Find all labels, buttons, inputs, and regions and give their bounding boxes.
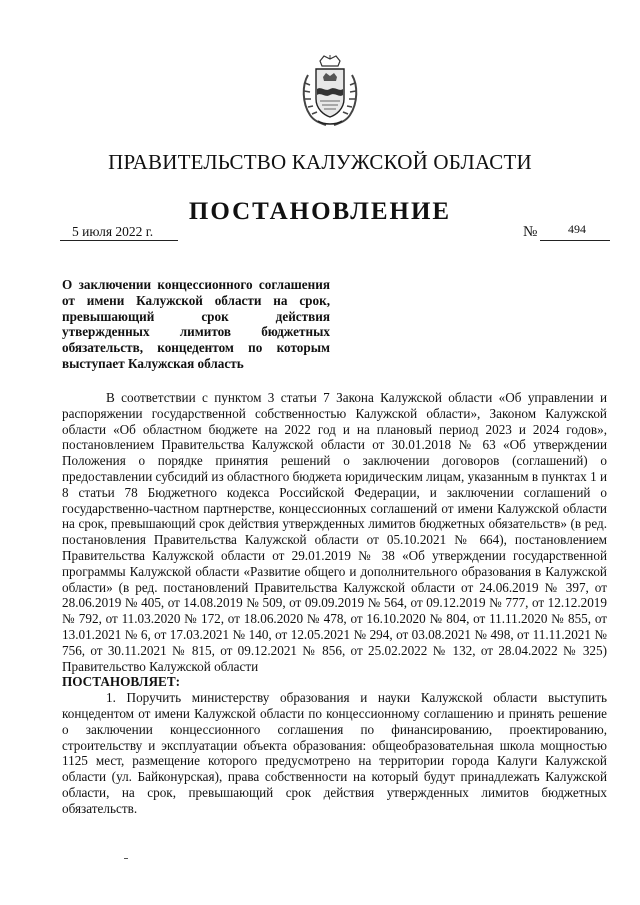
page-mark [124, 858, 128, 859]
item-1-paragraph: 1. Поручить министерству образования и науки Калужской области выступить концедентом от имени Калужской области по концессионному соглашению и принять решение о заключении концессионного соглашения по финансированию, проектированию, строительству и эксплуатации объекта образования: общеобразовательная школа мощностью 1125 мест, размещение которого предусмотрено на территории города Калуги Калужской области (ул. Байконурская), права собственности на который будут принадлежать Калужской области, на срок, превышающий срок действия утвержденных лимитов бюджетных обязательств. [62, 690, 607, 816]
resolution-subject: О заключении концессионного соглашения от имени Калужской области на срок, превышающий срок действия утвержденных лимитов бюджетных обязательств, концедентом по которым выступает Калужская область [62, 277, 330, 371]
number-sign: № [523, 224, 538, 240]
date-underline [60, 240, 178, 241]
number-underline [540, 240, 610, 241]
document-number: 494 [568, 222, 586, 236]
preamble-paragraph: В соответствии с пунктом 3 статьи 7 Закона Калужской области «Об управлении и распоряжении государственной собственностью Калужской области», Законом Калужской области «Об областном бюджете на 2022 год и на плановый период 2023 и 2024 годов», постановлением Правительства Калужской области от 30.01.2018 № 63 «Об утверждении Положения о порядке принятия решений о заключении договоров (соглашений) о предоставлении субсидий из областного бюджета юридическим лицам, указанным в пунктах 1 и 8 статьи 78 Бюджетного кодекса Российской Федерации, и заключении соглашений о государственно-частном партнерстве, концессионных соглашений от имени Калужской области на срок, превышающий срок действия утвержденных лимитов бюджетных обязательств» (в ред. постановления Правительства Калужской области от 05.10.2021 № 664), постановлением Правительства Калужской области от 29.01.2019 № 38 «Об утверждении государственной программы Калужской области «Развитие общего и дополнительного образования в Калужской области» (в ред. постановлений Правительства Калужской области от 24.06.2019 № 397, от 28.06.2019 № 405, от 14.08.2019 № 509, от 09.09.2019 № 564, от 09.12.2019 № 777, от 12.12.2019 № 792, от 11.03.2020 № 172, от 18.06.2020 № 478, от 16.10.2020 № 804, от 11.11.2020 № 855, от 13.01.2021 № 6, от 17.03.2021 № 140, от 12.05.2021 № 294, от 03.08.2021 № 498, от 11.11.2021 № 756, от 30.11.2021 № 815, от 09.12.2021 № 856, от 25.02.2022 № 132, от 28.04.2022 № 325) Правительство Калужской области [62, 390, 608, 674]
document-type-title: ПОСТАНОВЛЕНИЕ [188, 198, 452, 225]
government-name: ПРАВИТЕЛЬСТВО КАЛУЖСКОЙ ОБЛАСТИ [108, 150, 532, 174]
resolves-heading: ПОСТАНОВЛЯЕТ: [62, 674, 181, 690]
resolution-body [62, 390, 607, 817]
document-date: 5 июля 2022 г. [72, 224, 154, 239]
coat-of-arms-emblem [300, 55, 360, 127]
